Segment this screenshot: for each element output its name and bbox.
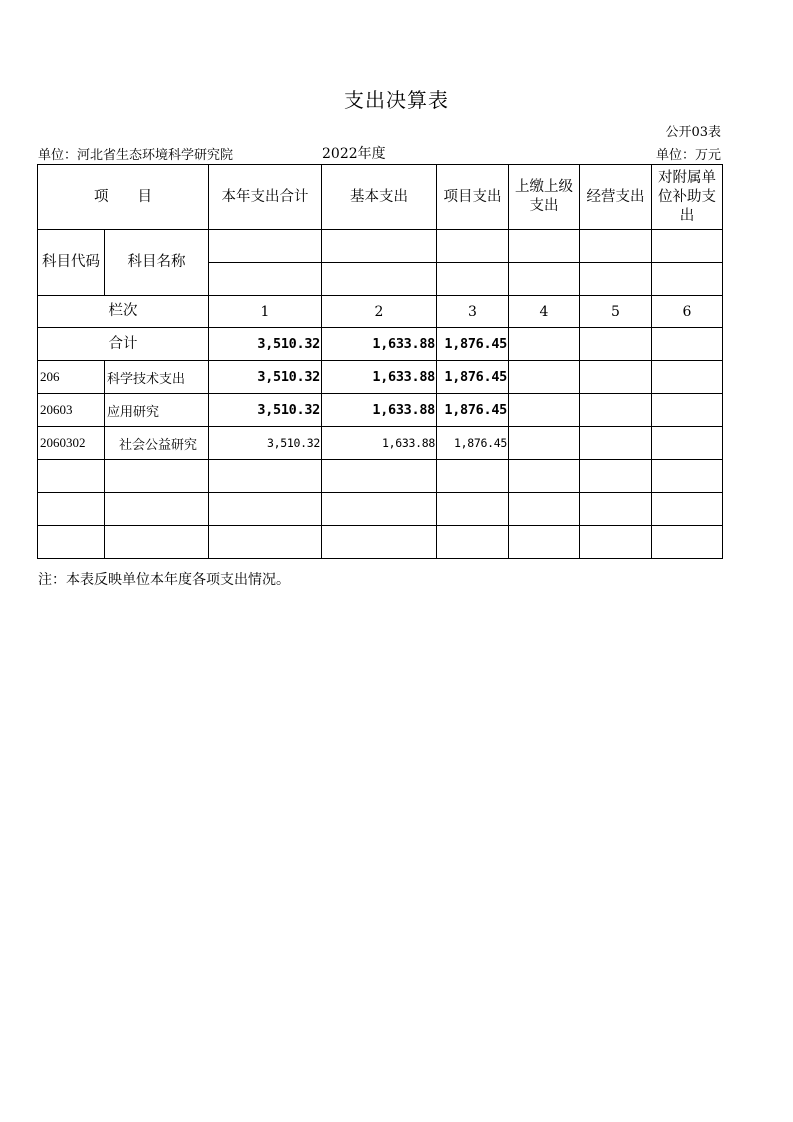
column-index: 4 (509, 296, 580, 328)
table-row (38, 427, 723, 460)
blank-cell (509, 263, 580, 296)
total-row (38, 328, 723, 361)
header-subsidy: 对附属单位补助支出 (652, 165, 723, 230)
empty-row (38, 493, 723, 526)
header-project: 项目支出 (437, 165, 509, 230)
subject-name: 应用研究 (105, 394, 209, 427)
amount-cell: 1,633.88 (322, 427, 437, 460)
header-upper: 上缴上级支出 (509, 165, 580, 230)
amount-cell: 1,876.45 (437, 427, 509, 460)
currency-unit: 单位：万元 (655, 148, 721, 163)
footnote: 注：本表反映单位本年度各项支出情况。 (38, 572, 290, 588)
header-total: 本年支出合计 (209, 165, 322, 230)
amount-cell (652, 394, 723, 427)
header-item: 项 目 (38, 165, 209, 230)
blank-cell (652, 230, 723, 263)
amount-cell: 3,510.32 (209, 361, 322, 394)
amount-cell (652, 427, 723, 460)
column-index-label: 栏次 (38, 296, 209, 328)
total-label: 合计 (38, 328, 209, 361)
amount-cell: 1,876.45 (437, 361, 509, 394)
blank-cell (322, 230, 437, 263)
table-row (38, 394, 723, 427)
subject-name: 科学技术支出 (105, 361, 209, 394)
amount-cell: 1,633.88 (322, 394, 437, 427)
total-value: 1,633.88 (322, 328, 437, 361)
column-index: 1 (209, 296, 322, 328)
amount-cell: 1,876.45 (437, 394, 509, 427)
subject-code: 206 (38, 361, 105, 394)
empty-row (38, 526, 723, 559)
column-index: 5 (580, 296, 652, 328)
blank-cell (580, 230, 652, 263)
table-row (38, 361, 723, 394)
column-index: 6 (652, 296, 723, 328)
blank-cell (322, 263, 437, 296)
amount-cell: 3,510.32 (209, 427, 322, 460)
amount-cell: 3,510.32 (209, 394, 322, 427)
amount-cell (509, 427, 580, 460)
total-value: 3,510.32 (209, 328, 322, 361)
blank-cell (437, 263, 509, 296)
expenditure-table (37, 164, 723, 559)
amount-cell (509, 394, 580, 427)
blank-cell (652, 263, 723, 296)
header-name: 科目名称 (105, 230, 209, 296)
fiscal-year: 2022年度 (322, 146, 386, 162)
subject-name: 社会公益研究 (105, 427, 209, 460)
column-index: 2 (322, 296, 437, 328)
column-index: 3 (437, 296, 509, 328)
form-number: 公开03表 (665, 125, 721, 140)
empty-row (38, 460, 723, 493)
amount-cell (652, 361, 723, 394)
header-basic: 基本支出 (322, 165, 437, 230)
total-value: 1,876.45 (437, 328, 509, 361)
blank-cell (209, 230, 322, 263)
amount-cell (580, 361, 652, 394)
header-code: 科目代码 (38, 230, 105, 296)
header-business: 经营支出 (580, 165, 652, 230)
amount-cell (509, 361, 580, 394)
blank-cell (580, 263, 652, 296)
blank-cell (437, 230, 509, 263)
subject-code: 2060302 (38, 427, 105, 460)
total-value (652, 328, 723, 361)
blank-cell (509, 230, 580, 263)
total-value (580, 328, 652, 361)
total-value (509, 328, 580, 361)
page-title: 支出决算表 (344, 88, 449, 112)
amount-cell (580, 427, 652, 460)
blank-cell (209, 263, 322, 296)
subject-code: 20603 (38, 394, 105, 427)
organization-unit: 单位：河北省生态环境科学研究院 (38, 148, 234, 163)
amount-cell: 1,633.88 (322, 361, 437, 394)
amount-cell (580, 394, 652, 427)
